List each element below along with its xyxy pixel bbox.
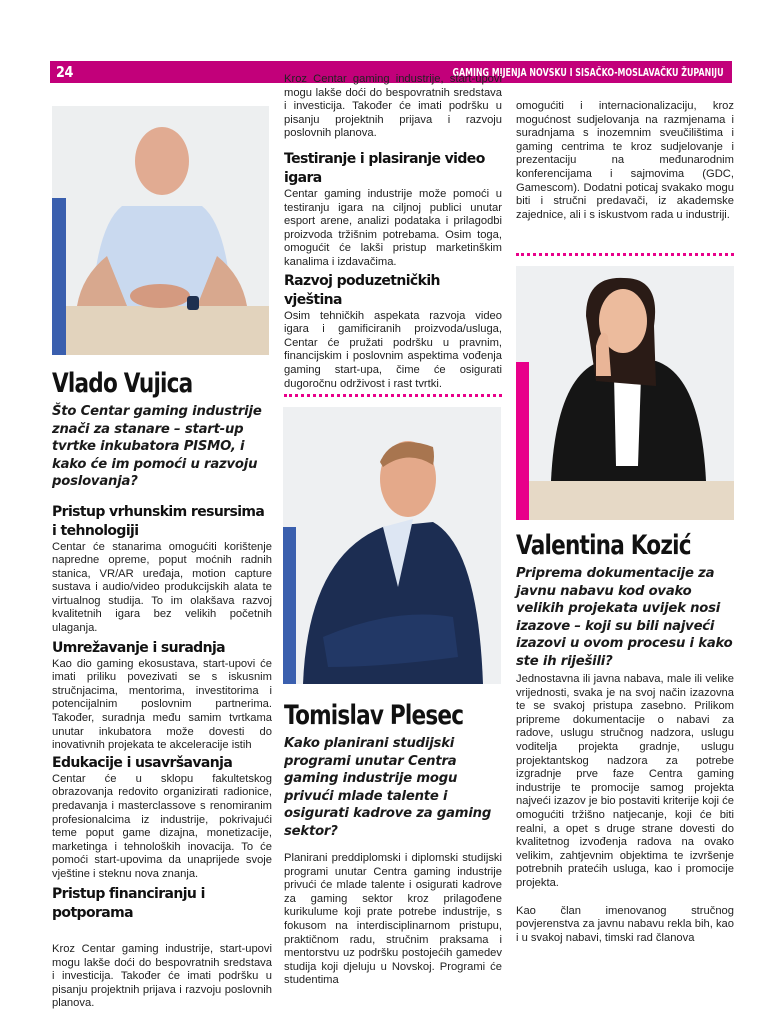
dotted-divider [516,253,734,256]
interview-question: Kako planirani studijski programi unutar Centra gaming industrije mogu privući mlade talente i osigurati kadrove za gaming sektor? [284,736,492,839]
portrait-illustration [283,407,501,684]
section-heading: Pristup financiranju i potporama [52,885,205,921]
portrait-illustration [52,106,269,355]
interviewee-name: Valentina Kozić [516,530,691,561]
section-heading: Pristup vrhunskim resursima i tehnologiji [52,503,265,539]
accent-bar [52,198,66,355]
accent-bar [283,527,296,684]
accent-bar [516,362,529,520]
portrait-photo-valentina-kozic [516,266,734,520]
page-number: 24 [56,63,73,81]
portrait-photo-vlado-vujica [52,106,269,355]
interview-answer: Kao član imenovanog stručnog povjerenstva za javnu nabavu rekla bih, kao i u svakoj nabavi, timski rad članova [516,904,734,944]
portrait-illustration [516,266,734,520]
column-2-sections [284,148,502,391]
interview-answer-continued: omogućiti i internacionalizaciju, kroz mogućnost sudjelovanja na razmjenama i suradnjama s inozemnim sveučilištima i gaming centrima te kroz sudjelovanje i prezentaciju na međunarodnim konferencijama i sajmovima (GDC, Gamescom). Dodatni poticaj svakako mogu biti i stručni predavači, iz akademske zajednice, ali i s iskustvom rada u industriji. [516,100,734,221]
section-text-continued: Kroz Centar gaming industrije, start-upovi mogu lakše doći do bespovratnih sredstava i investicija. Također će imati podršku u pisanju projektnih prijava i razvoju poslovnih planova. [52,943,272,1010]
dotted-divider [284,394,502,397]
interview-block-valentina-kozic [516,530,736,945]
section-heading: Edukacije i usavršavanja [52,754,233,771]
section-text: Kao dio gaming ekosustava, start-upovi će imati priliku povezivati se s iskusnim stručnjacima, mentorima, investitorima i potencijalnim poslovnim partnerima. Također, suradnja među samim tvrtkama unutar inkubatora može dovesti do inovativnih projekata te akceleracije istih [52,657,272,752]
interview-block-vlado-vujica [52,368,272,923]
interview-question: Priprema dokumentacije za javnu nabavu kod ovako velikih projekata uvijek nosi izazove – koji su bili najveći izazovi u ovom procesu i kako ste ih riješili? [516,566,733,669]
interview-answer: Planirani preddiplomski i diplomski studijski programi unutar Centra gaming industrije privući će mlade talente i osigurati kadrove za gaming sektor kroz prilagođene kurikulume koji prate potrebe industrije, s fokusom na interdisciplinarnom pristupu, praktičnom radu, stručnim praksama i mentorstvu uz podršku postojećih gamedev studija koji djeluju u Novskoj. Programi će studentima [284,852,502,987]
interview-answer: Jednostavna ili javna nabava, male ili velike vrijednosti, svaka je na svoj način izazovna te se svakoj pristupa zasebno. Prilikom pripreme dokumentacije o nabavi za radove, uslugu stručnog nadzora, uslugu voditelja projekta gradnje, uslugu projektantskog nadzora za potrebe izgradnje prve faze Centra gaming industrije te promocije samog projekta najveći izazov je bio postaviti kriterije koji će omogućiti tržišno natjecanje, koji će biti realni, a opet s druge strane dovesti do kvalitetnog izvođenja radova na ovako velikim, zahtjevnim objektima te izvršenje potrebnih pratećih usluga, kao i promocije projekta. [516,673,734,889]
section-heading: Umrežavanje i suradnja [52,639,226,656]
interview-question: Što Centar gaming industrije znači za stanare – start-up tvrtke inkubatora PISMO, i kako će im pomoći u razvoju poslovanja? [52,404,262,489]
section-text: Kroz Centar gaming industrije, start-upovi mogu lakše doći do bespovratnih sredstava i investicija. Također će imati podršku u pisanju projektnih prijava i razvoju poslovnih planova. [284,73,502,140]
interview-block-tomislav-plesec [284,700,504,988]
interviewee-name: Vlado Vujica [52,368,193,399]
section-text: Centar će u sklopu fakultetskog obrazovanja redovito organizirati radionice, predavanja i masterclassove s renomiranim profesionalcima iz industrije, pokrivajući teme poput game dizajna, monetizacije, marketinga i tehnoloških inovacija. To će pomoći start-upovima da unaprijede svoje vještine i steknu nova znanja. [52,772,272,880]
section-text: Centar gaming industrije može pomoći u testiranju igara na ciljnoj publici unutar esport arene, analizi podataka i prilagodbi proizvoda tržišnim potrebama. Osim toga, omogućit će lakši pristup marketinškim kanalima i izdavačima. [284,188,502,268]
section-title: GAMING MIJENJA NOVSKU I SISAČKO-MOSLAVAČKU ŽUPANIJU [452,65,724,79]
section-text: Osim tehničkih aspekata razvoja video igara i gamificiranih proizvoda/usluga, Centar će pružati podršku u pravnim, financijskim i poslovnim aspektima vođenja gaming start-upa, čime će osigurati dugoročnu održivost i rast tvrtki. [284,309,502,390]
interviewee-name: Tomislav Plesec [284,700,464,731]
section-heading: Razvoj poduzetničkih vještina [284,272,440,308]
portrait-photo-tomislav-plesec [283,407,501,684]
section-heading: Testiranje i plasiranje video igara [284,151,485,186]
section-text: Centar će stanarima omogućiti korištenje napredne opreme, poput moćnih radnih stanica, VR/AR uređaja, motion capture sustava i audio/video produkcijskih alata te virtualnog studija. To im olakšava razvoj kvalitetnih igara bez velikih početnih ulaganja. [52,540,272,635]
section-text-continuation [284,73,502,141]
